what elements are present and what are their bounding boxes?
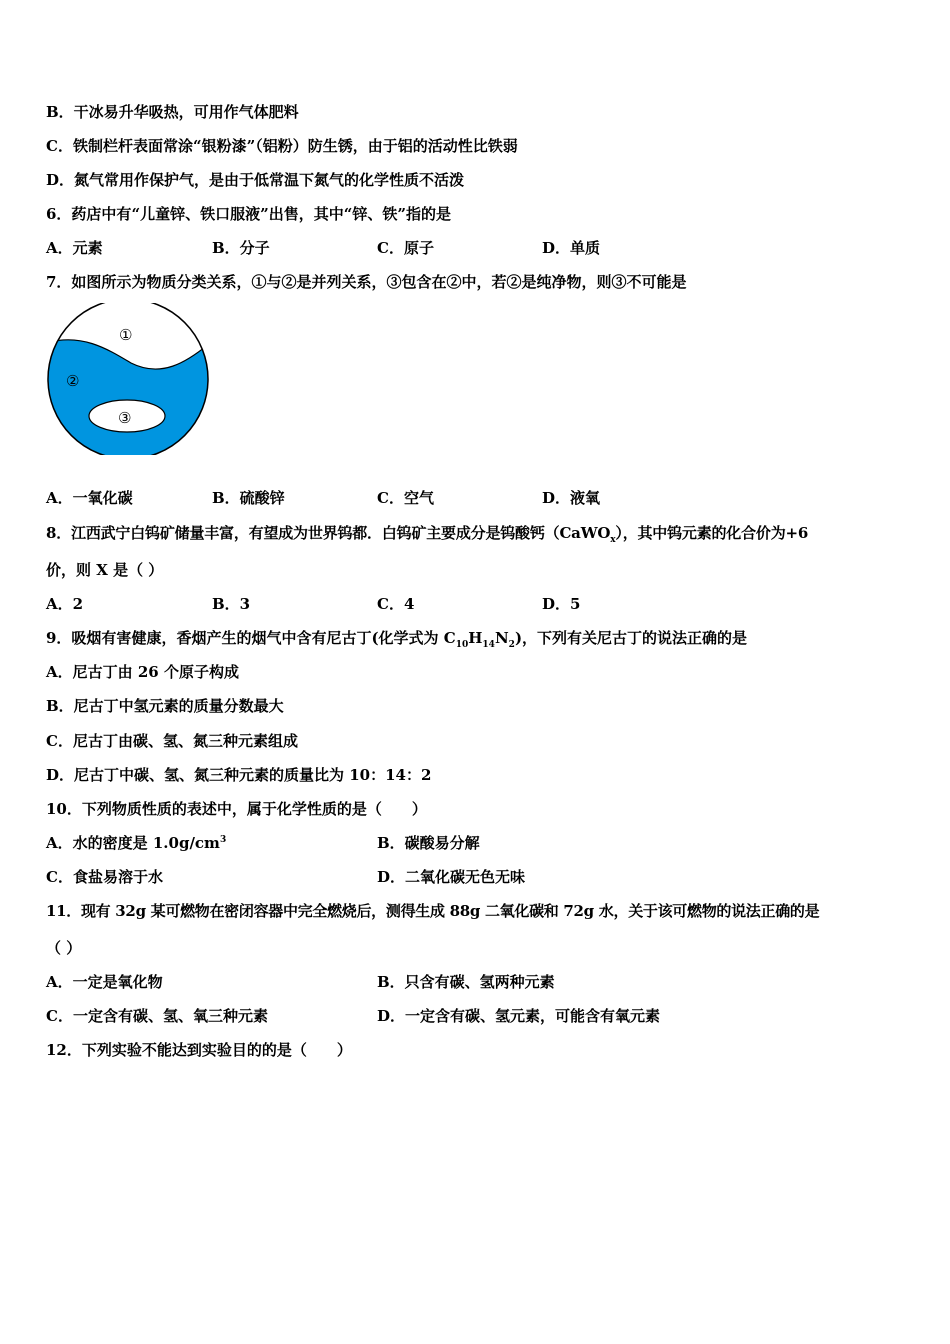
q6-option-d: D．单质 <box>542 239 601 257</box>
q8-option-d: D．5 <box>542 595 581 613</box>
label-1: ① <box>119 326 133 344</box>
question-7: 7．如图所示为物质分类关系，①与②是并列关系，③包含在②中，若②是纯净物，则③不可能是 <box>46 273 687 291</box>
q10-option-a: A．水的密度是 $1.0g/cm^3$ <box>46 834 227 852</box>
q11-option-c: C．一定含有碳、氢、氧三种元素 <box>46 1007 268 1025</box>
question-10: 10．下列物质性质的表述中，属于化学性质的是（ ） <box>46 800 427 818</box>
q8-option-b: B．3 <box>212 595 251 613</box>
q8-option-c: C．4 <box>377 595 415 613</box>
q11-option-a: A．一定是氧化物 <box>46 973 163 991</box>
q6-option-a: A．元素 <box>46 239 103 257</box>
option-b-dry-ice: B．干冰易升华吸热，可用作气体肥料 <box>46 103 299 121</box>
question-12: 12．下列实验不能达到实验目的的是（ ） <box>46 1041 352 1059</box>
label-2: ② <box>66 372 80 390</box>
q10-option-d: D．二氧化碳无色无味 <box>377 868 526 886</box>
q6-option-b: B．分子 <box>212 239 270 257</box>
question-8: 8．江西武宁白钨矿储量丰富，有望成为世界钨都．白钨矿主要成分是钨酸钙（CaWO$_x$），其中钨元素的化合价为+6 <box>46 524 809 545</box>
q7-option-a: A．一氧化碳 <box>46 489 133 507</box>
q9-option-b: B．尼古丁中氢元素的质量分数最大 <box>46 697 284 715</box>
q11-option-b: B．只含有碳、氢两种元素 <box>377 973 555 991</box>
q7-option-b: B．硫酸锌 <box>212 489 285 507</box>
classification-venn-diagram <box>46 303 210 455</box>
q11-option-d: D．一定含有碳、氢元素，可能含有氧元素 <box>377 1007 661 1025</box>
question-6: 6．药店中有“儿童锌、铁口服液”出售，其中“锌、铁”指的是 <box>46 205 451 223</box>
option-d-nitrogen: D．氮气常用作保护气，是由于低常温下氮气的化学性质不活泼 <box>46 171 465 189</box>
label-3: ③ <box>118 409 132 427</box>
option-c-iron-railing: C．铁制栏杆表面常涂“银粉漆”（铝粉）防生锈，由于铝的活动性比铁弱 <box>46 137 518 155</box>
question-11: 11．现有 32g 某可燃物在密闭容器中完全燃烧后，测得生成 88g 二氧化碳和 72g 水，关于该可燃物的说法正确的是 <box>46 902 820 920</box>
q9-option-c: C．尼古丁由碳、氢、氮三种元素组成 <box>46 732 298 750</box>
question-8-line2: 价，则 X 是（ ） <box>46 561 164 579</box>
q8-option-a: A．2 <box>46 595 84 613</box>
q10-option-b: B．碳酸易分解 <box>377 834 480 852</box>
q6-option-c: C．原子 <box>377 239 434 257</box>
q9-option-d: D．尼古丁中碳、氢、氮三种元素的质量比为 10：14：2 <box>46 766 432 784</box>
region-2-fill <box>46 340 210 455</box>
q10-option-c: C．食盐易溶于水 <box>46 868 163 886</box>
q7-option-c: C．空气 <box>377 489 434 507</box>
q9-option-a: A．尼古丁由 26 个原子构成 <box>46 663 239 681</box>
question-9: 9．吸烟有害健康，香烟产生的烟气中含有尼古丁(化学式为 $C_{10}H_{14}N_2$)，下列有关尼古丁的说法正确的是 <box>46 629 748 650</box>
q7-option-d: D．液氧 <box>542 489 601 507</box>
question-11-line2: （ ） <box>46 939 82 957</box>
